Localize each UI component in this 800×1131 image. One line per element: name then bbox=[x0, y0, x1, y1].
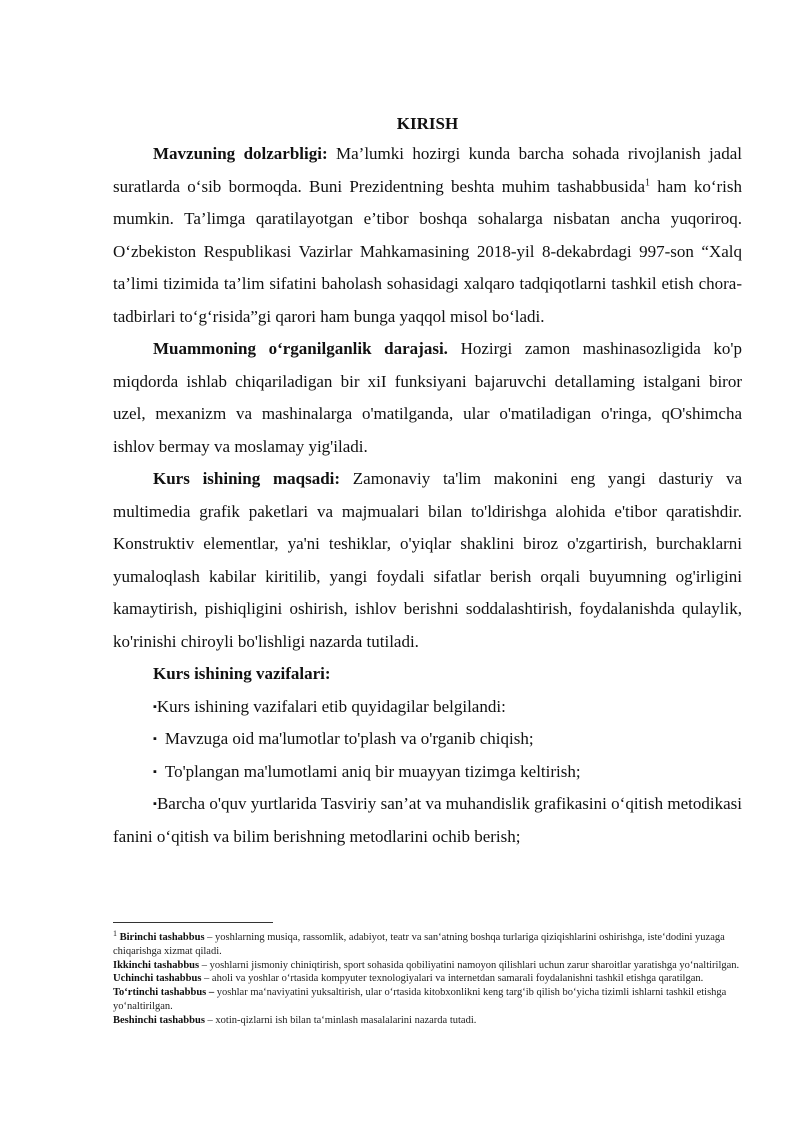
text-dolzarblik-a: Ma’lumki hozirgi kunda barcha sohada rivojlanish jadal suratlarda o‘sib bormoqda. Buni Prezidentning beshta muhim tashabbusida bbox=[113, 144, 742, 196]
heading-organilganlik: Muammoning o‘rganilganlik darajasi. bbox=[153, 339, 448, 358]
bullet-icon: ▪ bbox=[153, 733, 157, 745]
footnote-label: To‘rtinchi tashabbus – bbox=[113, 987, 215, 999]
heading-dolzarblik: Mavzuning dolzarbligi: bbox=[153, 144, 328, 163]
footnote-item bbox=[113, 927, 742, 959]
footnote-label: Uchinchi tashabbus bbox=[113, 973, 202, 985]
list-item bbox=[113, 723, 742, 756]
page-title: KIRISH bbox=[396, 114, 459, 133]
list-item-text: To'plangan ma'lumotlami aniq bir muayyan tizimga keltirish; bbox=[164, 761, 581, 781]
heading-vazifalar: Kurs ishining vazifalari: bbox=[153, 664, 331, 683]
paragraph-organilganlik bbox=[113, 333, 742, 463]
footnote-label: Birinchi tashabbus bbox=[119, 932, 205, 943]
footnote-ref[interactable]: 1 bbox=[645, 176, 651, 188]
footnotes bbox=[113, 922, 742, 1028]
text-organilganlik: Hozirgi zamon mashinasozligida ko'p miqdorda ishlab chiqariladigan bir xiI funksiyani bajaruvchi detallaming istalgani biror uzel, mexanizm va mashinalarga o'matilganda, ular o'matiladigan o'ringa, qO'shimcha ishlov bermay va moslamay yig'iladi. bbox=[113, 339, 742, 456]
footnote-item bbox=[113, 986, 742, 1014]
footnote-text: – xotin-qizlarni ish bilan ta‘minlash masalalarini nazarda tutadi. bbox=[204, 1014, 477, 1026]
footnote-item bbox=[113, 1014, 742, 1028]
footnote-item bbox=[113, 959, 742, 973]
paragraph-dolzarblik bbox=[113, 138, 742, 333]
text-dolzarblik-b: ham ko‘rish mumkin. Ta’limga qaratilayotgan e’tibor boshqa sohalarga nisbatan ancha yuqoriroq. O‘zbekiston Respublikasi Vazirlar Mahkamasining 2018-yil 8-dekabrdagi 997-son “Xalq ta’limi tizimida ta’lim sifatini baholash sohasidagi xalqaro tadqiqotlarni tashkil etish chora-tadbirlari to‘g‘risida”gi qarori ham bunga yaqqol misol bo‘ladi. bbox=[113, 176, 742, 326]
list-item-text: Mavzuga oid ma'lumotlar to'plash va o'rganib chiqish; bbox=[164, 729, 534, 748]
bullet-icon: ▪ bbox=[153, 765, 157, 778]
bullet-icon: ▪ bbox=[153, 700, 157, 713]
footnote-divider bbox=[113, 922, 273, 923]
footnote-number: 1 bbox=[113, 929, 117, 938]
list-item-text: Barcha o'quv yurtlarida Tasviriy san’at va muhandislik grafikasini o‘qitish metodikasi fanini o‘qitish va bilim berishning metodlarini ochib berish; bbox=[113, 794, 742, 846]
list-item-text: Kurs ishining vazifalari etib quyidagilar belgilandi: bbox=[156, 696, 506, 716]
paragraph-maqsad bbox=[113, 463, 742, 658]
footnote-text: – yoshlarning musiqa, rassomlik, adabiyot, teatr va san‘atning boshqa turlariga qiziqishlarini oshirishga, iste‘dodini yuzaga chiqarishga xizmat qiladi. bbox=[113, 932, 725, 957]
footnote-label: Ikkinchi tashabbus bbox=[113, 959, 200, 971]
footnote-item bbox=[113, 972, 742, 986]
footnote-text: yoshlar ma‘naviyatini yuksaltirish, ular o‘rtasida kitobxonlikni keng targ‘ib qilish bo‘yicha tizimli ishlarni tashkil etishga yo‘naltirilgan. bbox=[113, 987, 727, 1012]
bullet-icon: ▪ bbox=[153, 798, 157, 810]
list-item bbox=[113, 788, 742, 853]
footnote-text: – aholi va yoshlar o‘rtasida kompyuter texnologiyalari va internetdan samarali foydalanishni tashkil etishga qaratilgan. bbox=[201, 973, 704, 985]
footnote-text: – yoshlarni jismoniy chiniqtirish, sport sohasida qobiliyatini namoyon qilishlari uchun zarur sharoitlar yaratishga yo‘naltirilgan. bbox=[199, 959, 740, 971]
body-content bbox=[113, 110, 742, 853]
footnote-label: Beshinchi tashabbus bbox=[113, 1014, 205, 1026]
list-item bbox=[113, 691, 742, 724]
heading-maqsad: Kurs ishining maqsadi: bbox=[153, 469, 341, 488]
text-maqsad: Zamonaviy ta'lim makonini eng yangi dasturiy va multimedia grafik paketlari va majmualari bilan to'ldirishga alohida e'tibor qaratishdir. Konstruktiv elementlar, ya'ni teshiklar, o'yiqlar shaklini biroz o'zgartirish, burchaklarni yumaloqlash kabilar kiritilib, yangi foydali sifatlar berish orqali buyumning og'irligini kamaytirish, pishiqligini oshirish, ishlov berishni soddalashtirish, foydalanishda qulaylik, ko'rinishi chiroyli bo'lishligi nazarda tutiladi. bbox=[113, 469, 743, 651]
list-item bbox=[113, 756, 742, 789]
